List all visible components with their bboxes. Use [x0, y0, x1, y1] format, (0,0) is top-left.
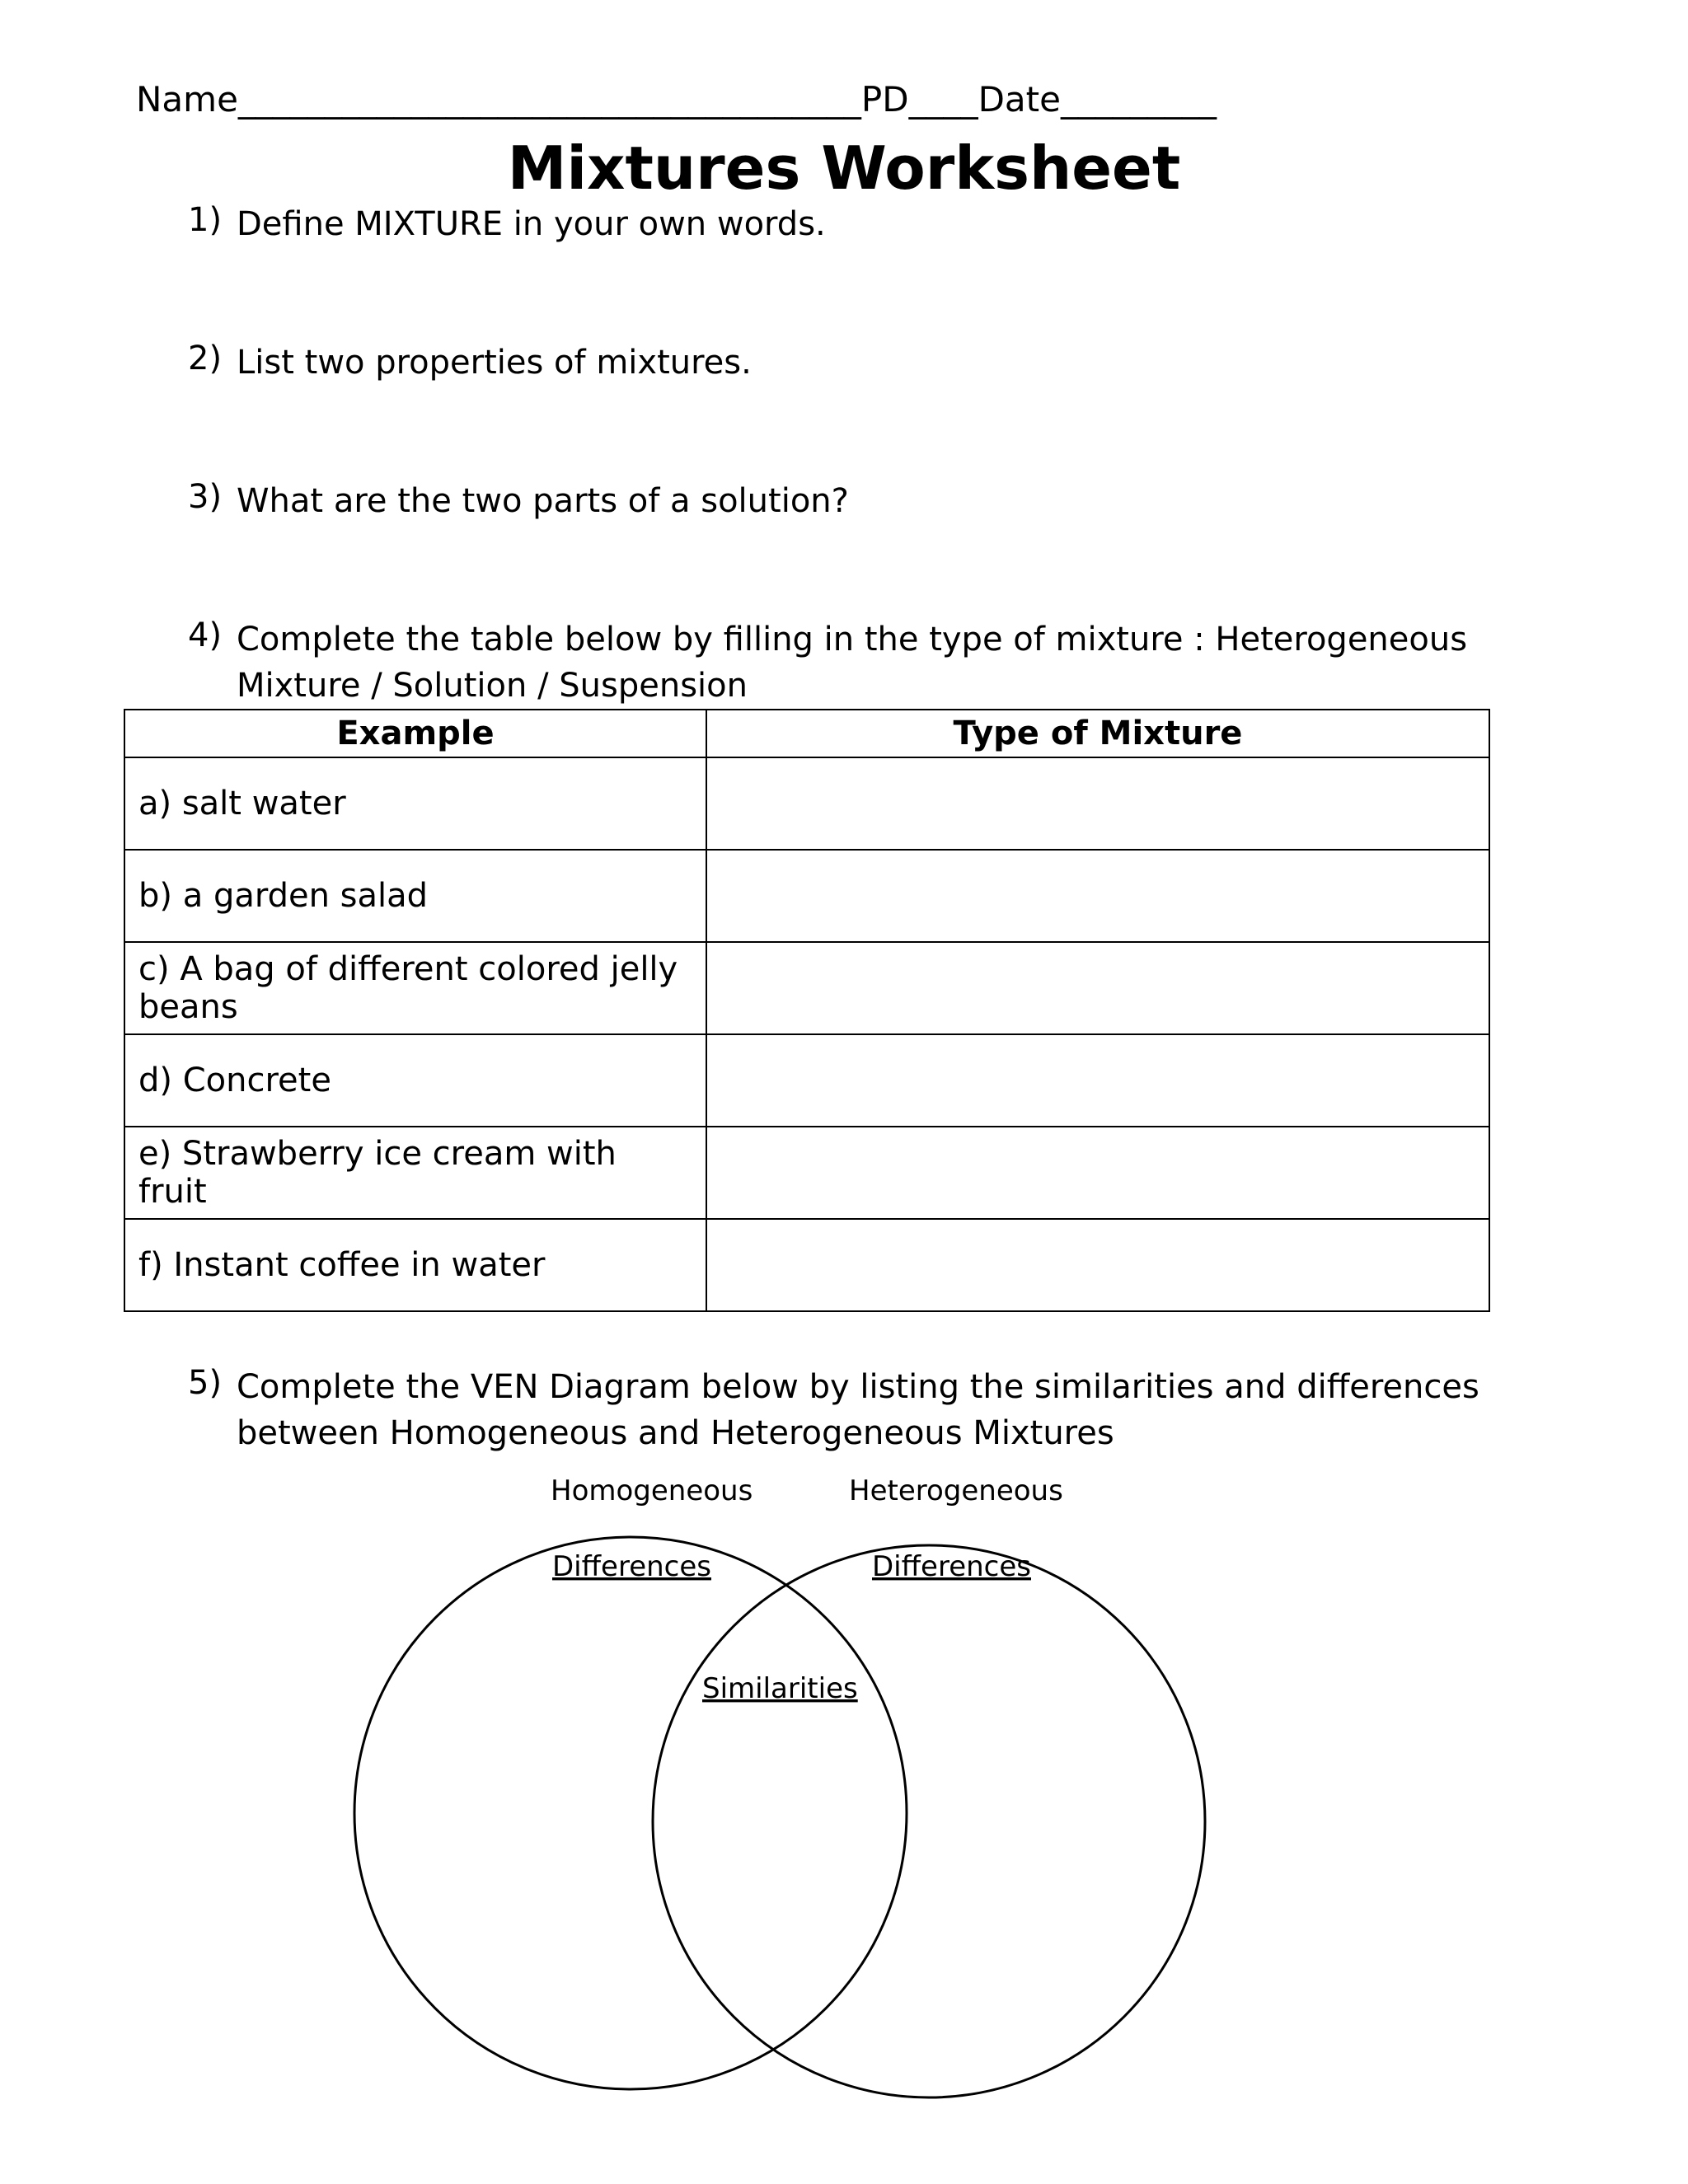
- answer-cell[interactable]: [706, 1034, 1489, 1127]
- question-2: [0, 340, 1688, 389]
- answer-cell[interactable]: [706, 942, 1489, 1034]
- table-row: [124, 942, 1489, 1034]
- question-1: [0, 201, 1688, 251]
- venn-region-right-label: Differences: [872, 1550, 1031, 1583]
- table-row: [124, 1219, 1489, 1311]
- question-4: [0, 616, 1688, 709]
- example-cell: b) a garden salad: [124, 850, 706, 942]
- question-text: List two properties of mixtures.: [237, 344, 752, 382]
- table-row: [124, 1034, 1489, 1127]
- table-row: [124, 1127, 1489, 1219]
- venn-region-middle-label: Similarities: [702, 1672, 858, 1705]
- name-pd-date-line: Name____________________________________PD____Date_________: [136, 79, 1217, 120]
- answer-cell[interactable]: [706, 1127, 1489, 1219]
- example-cell: c) A bag of different colored jelly beans: [124, 942, 706, 1034]
- mixture-table: [124, 709, 1490, 1312]
- question-text: Define MIXTURE in your own words.: [237, 205, 826, 243]
- venn-circle-heterogeneous: [653, 1545, 1205, 2097]
- answer-cell[interactable]: [706, 757, 1489, 850]
- venn-title-homogeneous: Homogeneous: [551, 1474, 753, 1507]
- answer-cell[interactable]: [706, 1219, 1489, 1311]
- example-cell: e) Strawberry ice cream with fruit: [124, 1127, 706, 1219]
- example-cell: d) Concrete: [124, 1034, 706, 1127]
- table-header-row: [124, 710, 1489, 757]
- question-text: Complete the table below by filling in the type of mixture : Heterogeneous Mixture / Solution / Suspension: [237, 621, 1468, 705]
- venn-title-heterogeneous: Heterogeneous: [849, 1474, 1063, 1507]
- table-row: [124, 850, 1489, 942]
- table-row: [124, 757, 1489, 850]
- venn-region-left-label: Differences: [552, 1550, 711, 1583]
- example-cell: a) salt water: [124, 757, 706, 850]
- column-header-example: Example: [124, 710, 706, 757]
- question-3: [0, 478, 1688, 527]
- question-number: 3): [188, 478, 223, 516]
- venn-circle-homogeneous: [354, 1537, 907, 2089]
- column-header-type: Type of Mixture: [706, 710, 1489, 757]
- question-number: 2): [188, 340, 223, 377]
- example-cell: f) Instant coffee in water: [124, 1219, 706, 1311]
- question-number: 5): [188, 1364, 223, 1402]
- answer-cell[interactable]: [706, 850, 1489, 942]
- question-number: 4): [188, 616, 223, 654]
- worksheet-title: Mixtures Worksheet: [507, 134, 1181, 203]
- question-text: Complete the VEN Diagram below by listing the similarities and differences between Homogeneous and Heterogeneous Mixtures: [237, 1368, 1479, 1452]
- question-text: What are the two parts of a solution?: [237, 482, 849, 520]
- question-number: 1): [188, 201, 223, 239]
- question-5: [0, 1364, 1688, 1456]
